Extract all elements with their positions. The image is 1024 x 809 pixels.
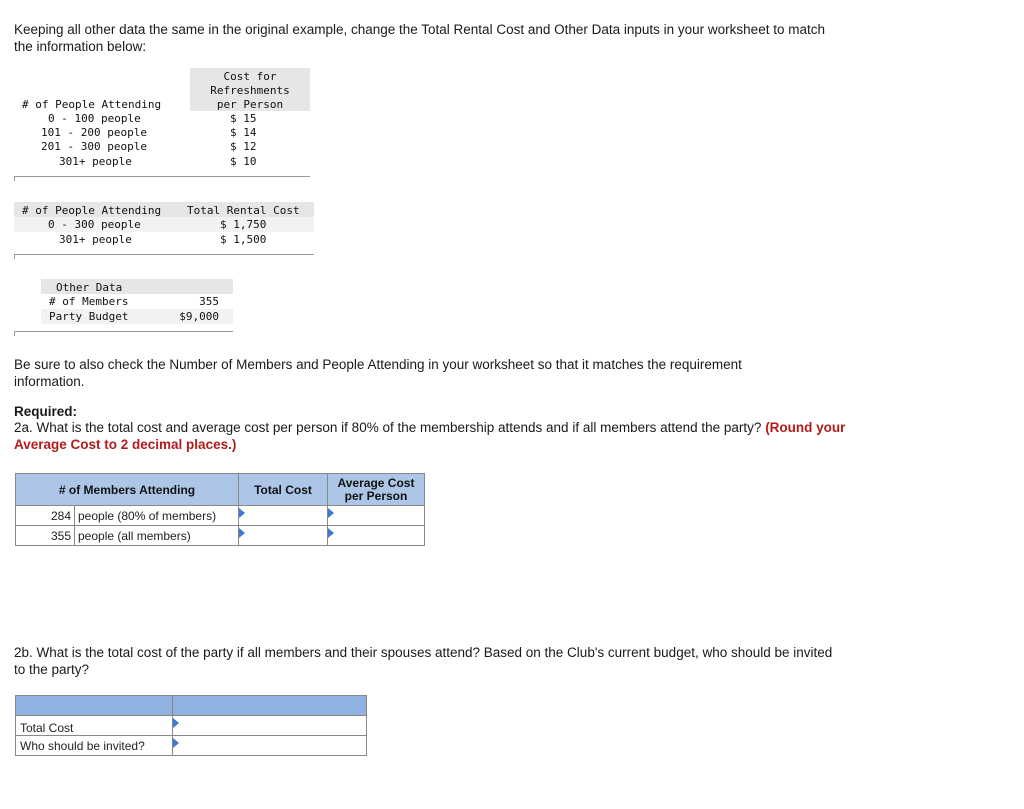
- other-row-label: Party Budget: [49, 310, 129, 323]
- refresh-row-people: 0 - 100 people: [48, 112, 141, 125]
- divider: [14, 254, 314, 255]
- total-cost-2b-cell[interactable]: [173, 716, 367, 736]
- divider: [14, 176, 310, 177]
- divider-tick: [14, 331, 15, 336]
- input-marker-icon: [239, 508, 245, 518]
- rental-cost-table: [14, 202, 314, 254]
- input-marker-icon: [328, 508, 334, 518]
- refresh-row-cost: $ 10: [230, 155, 257, 168]
- refresh-people-header: # of People Attending: [22, 98, 162, 111]
- refresh-row-people: 201 - 300 people: [41, 140, 147, 153]
- refresh-row-cost: $ 15: [230, 112, 257, 125]
- input-marker-icon: [239, 528, 245, 538]
- refresh-row-people: 301+ people: [59, 155, 132, 168]
- refresh-cost-header-line2: Refreshments: [210, 84, 290, 97]
- average-cost-header: Average Cost per Person: [328, 474, 425, 506]
- input-marker-icon: [173, 718, 179, 728]
- other-row-value: $9,000: [179, 310, 219, 323]
- rental-cost-header: Total Rental Cost: [187, 204, 300, 217]
- who-invited-label: Who should be invited?: [16, 736, 173, 756]
- refresh-row-cost: $ 12: [230, 140, 257, 153]
- answer-table-2b: [15, 695, 367, 756]
- who-invited-cell[interactable]: [173, 736, 367, 756]
- average-cost-input-80[interactable]: [328, 507, 424, 525]
- table-2b-header-value: [173, 696, 367, 716]
- intro-text: Keeping all other data the same in the original example, change the Total Rental Cost and Other Data inputs in your worksheet to match the information below:: [14, 22, 825, 54]
- question-2a-text: 2a. What is the total cost and average cost per person if 80% of the membership attends and if all members attend the party?: [14, 420, 762, 435]
- refresh-row-people: 101 - 200 people: [41, 126, 147, 139]
- total-cost-cell[interactable]: [239, 526, 328, 546]
- total-cost-cell[interactable]: [239, 506, 328, 526]
- table-2b-header-label: [16, 696, 173, 716]
- required-heading: Required:: [14, 404, 78, 419]
- rental-row-people: 0 - 300 people: [48, 218, 141, 231]
- refreshment-cost-table: [14, 68, 310, 176]
- check-note: Be sure to also check the Number of Members and People Attending in your worksheet so that it matches the requirement information.: [14, 357, 742, 389]
- total-cost-label: Total Cost: [16, 716, 173, 736]
- who-invited-input[interactable]: [173, 737, 366, 755]
- answer-table-2a: [15, 473, 425, 546]
- rental-people-header: # of People Attending: [22, 204, 162, 217]
- divider-tick: [14, 254, 15, 259]
- divider: [14, 331, 233, 332]
- refresh-cost-header-line3: per Person: [216, 98, 284, 111]
- total-cost-header: Total Cost: [239, 474, 328, 506]
- refresh-row-cost: $ 14: [230, 126, 257, 139]
- average-cost-input-all[interactable]: [328, 527, 424, 545]
- members-attending-header: # of Members Attending: [16, 474, 239, 506]
- question-2b: 2b. What is the total cost of the party if all members and their spouses attend? Based on the Club's current budget, who should be invited to the party?: [14, 645, 833, 677]
- row-member-label: people (all members): [75, 526, 239, 546]
- question-2a-hint: (Round your Average Cost to 2 decimal places.): [14, 420, 846, 452]
- rental-row-people: 301+ people: [59, 233, 132, 246]
- row-member-count: 284: [16, 506, 75, 526]
- total-cost-input-2b[interactable]: [173, 717, 366, 735]
- average-cost-cell[interactable]: [328, 506, 425, 526]
- other-data-table: [41, 279, 233, 327]
- rental-row-cost: $ 1,500: [220, 233, 267, 246]
- refresh-cost-header: [190, 70, 310, 112]
- refresh-cost-header-line1: Cost for: [223, 70, 277, 83]
- other-row-value: 355: [199, 295, 219, 308]
- row-member-count: 355: [16, 526, 75, 546]
- rental-row-cost: $ 1,750: [220, 218, 267, 231]
- divider-tick: [14, 176, 15, 181]
- input-marker-icon: [173, 738, 179, 748]
- total-cost-input-80[interactable]: [239, 507, 327, 525]
- question-2a: [14, 419, 854, 453]
- input-marker-icon: [328, 528, 334, 538]
- other-row-label: # of Members: [49, 295, 129, 308]
- row-member-label: people (80% of members): [75, 506, 239, 526]
- total-cost-input-all[interactable]: [239, 527, 327, 545]
- other-data-header: Other Data: [56, 281, 123, 294]
- average-cost-cell[interactable]: [328, 526, 425, 546]
